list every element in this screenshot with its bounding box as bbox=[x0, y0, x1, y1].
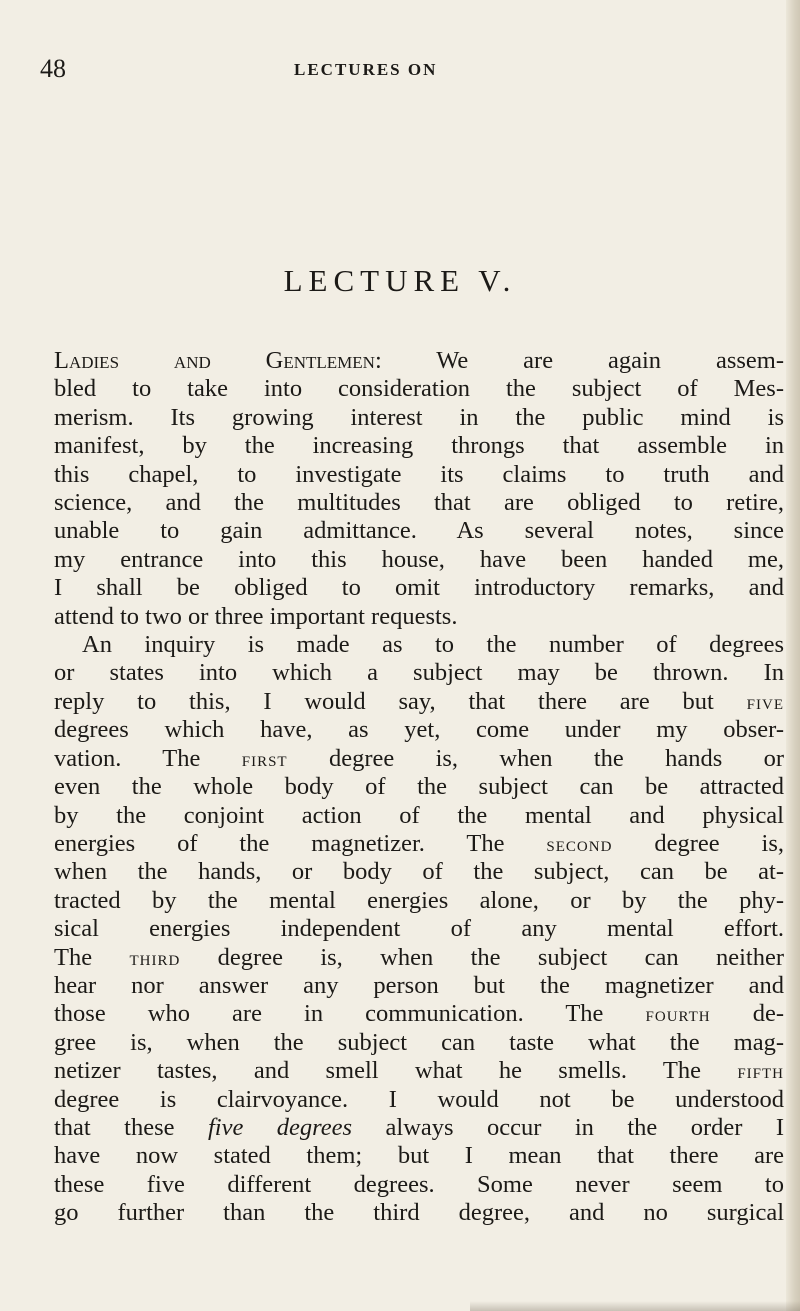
degree-label: second bbox=[546, 831, 613, 856]
text-line: go further than the third degree, and no surgical bbox=[54, 1199, 784, 1227]
text-line: degrees which have, as yet, come under my obser- bbox=[54, 716, 784, 744]
page-number: 48 bbox=[40, 54, 66, 83]
degree-label: fifth bbox=[737, 1059, 785, 1084]
text-line: tracted by the mental energies alone, or by the phy- bbox=[54, 886, 784, 914]
text-line: merism. Its growing interest in the public mind is bbox=[54, 403, 784, 431]
text-line: An inquiry is made as to the number of degrees bbox=[82, 631, 784, 659]
text-line: attend to two or three important requests. bbox=[54, 602, 458, 630]
text-line: that these five degrees always occur in the order I bbox=[54, 1113, 785, 1141]
emphasis: five degrees bbox=[207, 1113, 353, 1141]
lecture-heading: LECTURE V. bbox=[283, 263, 517, 298]
degree-label: first bbox=[241, 746, 288, 771]
text-line: science, and the multitudes that are obliged to retire, bbox=[54, 489, 784, 517]
text-line: when the hands, or body of the subject, can be at- bbox=[54, 858, 784, 886]
degree-label: five bbox=[746, 689, 785, 714]
text-line: my entrance into this house, have been handed me, bbox=[54, 545, 784, 573]
text-line: The third degree is, when the subject can neither bbox=[54, 943, 785, 971]
text-line: vation. The first degree is, when the hands or bbox=[54, 744, 785, 772]
text-line: have now stated them; but I mean that there are bbox=[54, 1142, 784, 1170]
text-line: gree is, when the subject can taste what the mag- bbox=[54, 1028, 784, 1056]
text-line: reply to this, I would say, that there are but five bbox=[54, 687, 785, 715]
text-line: unable to gain admittance. As several notes, since bbox=[54, 517, 784, 545]
bottom-shadow bbox=[470, 1301, 800, 1311]
text-line: energies of the magnetizer. The second degree is, bbox=[54, 829, 784, 857]
text-line: netizer tastes, and smell what he smells. The fifth bbox=[54, 1057, 785, 1085]
body-text bbox=[54, 347, 784, 1228]
degree-label: third bbox=[129, 945, 181, 970]
text-line: these five different degrees. Some never seem to bbox=[54, 1170, 784, 1198]
text-line: those who are in communication. The fourth de- bbox=[54, 1000, 784, 1028]
text-line: sical energies independent of any mental effort. bbox=[54, 915, 784, 943]
text-line: bled to take into consideration the subject of Mes- bbox=[54, 375, 784, 403]
text-line: hear nor answer any person but the magnetizer and bbox=[54, 971, 784, 999]
text-line: even the whole body of the subject can be attracted bbox=[54, 773, 784, 801]
text-line: or states into which a subject may be thrown. In bbox=[54, 659, 784, 687]
page-edge-shadow bbox=[786, 0, 800, 1311]
text-line: manifest, by the increasing throngs that assemble in bbox=[54, 432, 784, 460]
text-line: Ladies and Gentlemen: We are again assem- bbox=[54, 347, 784, 374]
running-head bbox=[0, 54, 800, 84]
degree-label: fourth bbox=[645, 1002, 711, 1027]
text-line: I shall be obliged to omit introductory remarks, and bbox=[54, 574, 784, 602]
text-line: this chapel, to investigate its claims to truth and bbox=[54, 460, 784, 488]
salutation: Ladies and Gentlemen bbox=[54, 347, 375, 374]
running-title: LECTURES ON bbox=[294, 60, 438, 79]
text-line: by the conjoint action of the mental and physical bbox=[54, 801, 784, 829]
text-line: degree is clairvoyance. I would not be understood bbox=[54, 1085, 784, 1113]
